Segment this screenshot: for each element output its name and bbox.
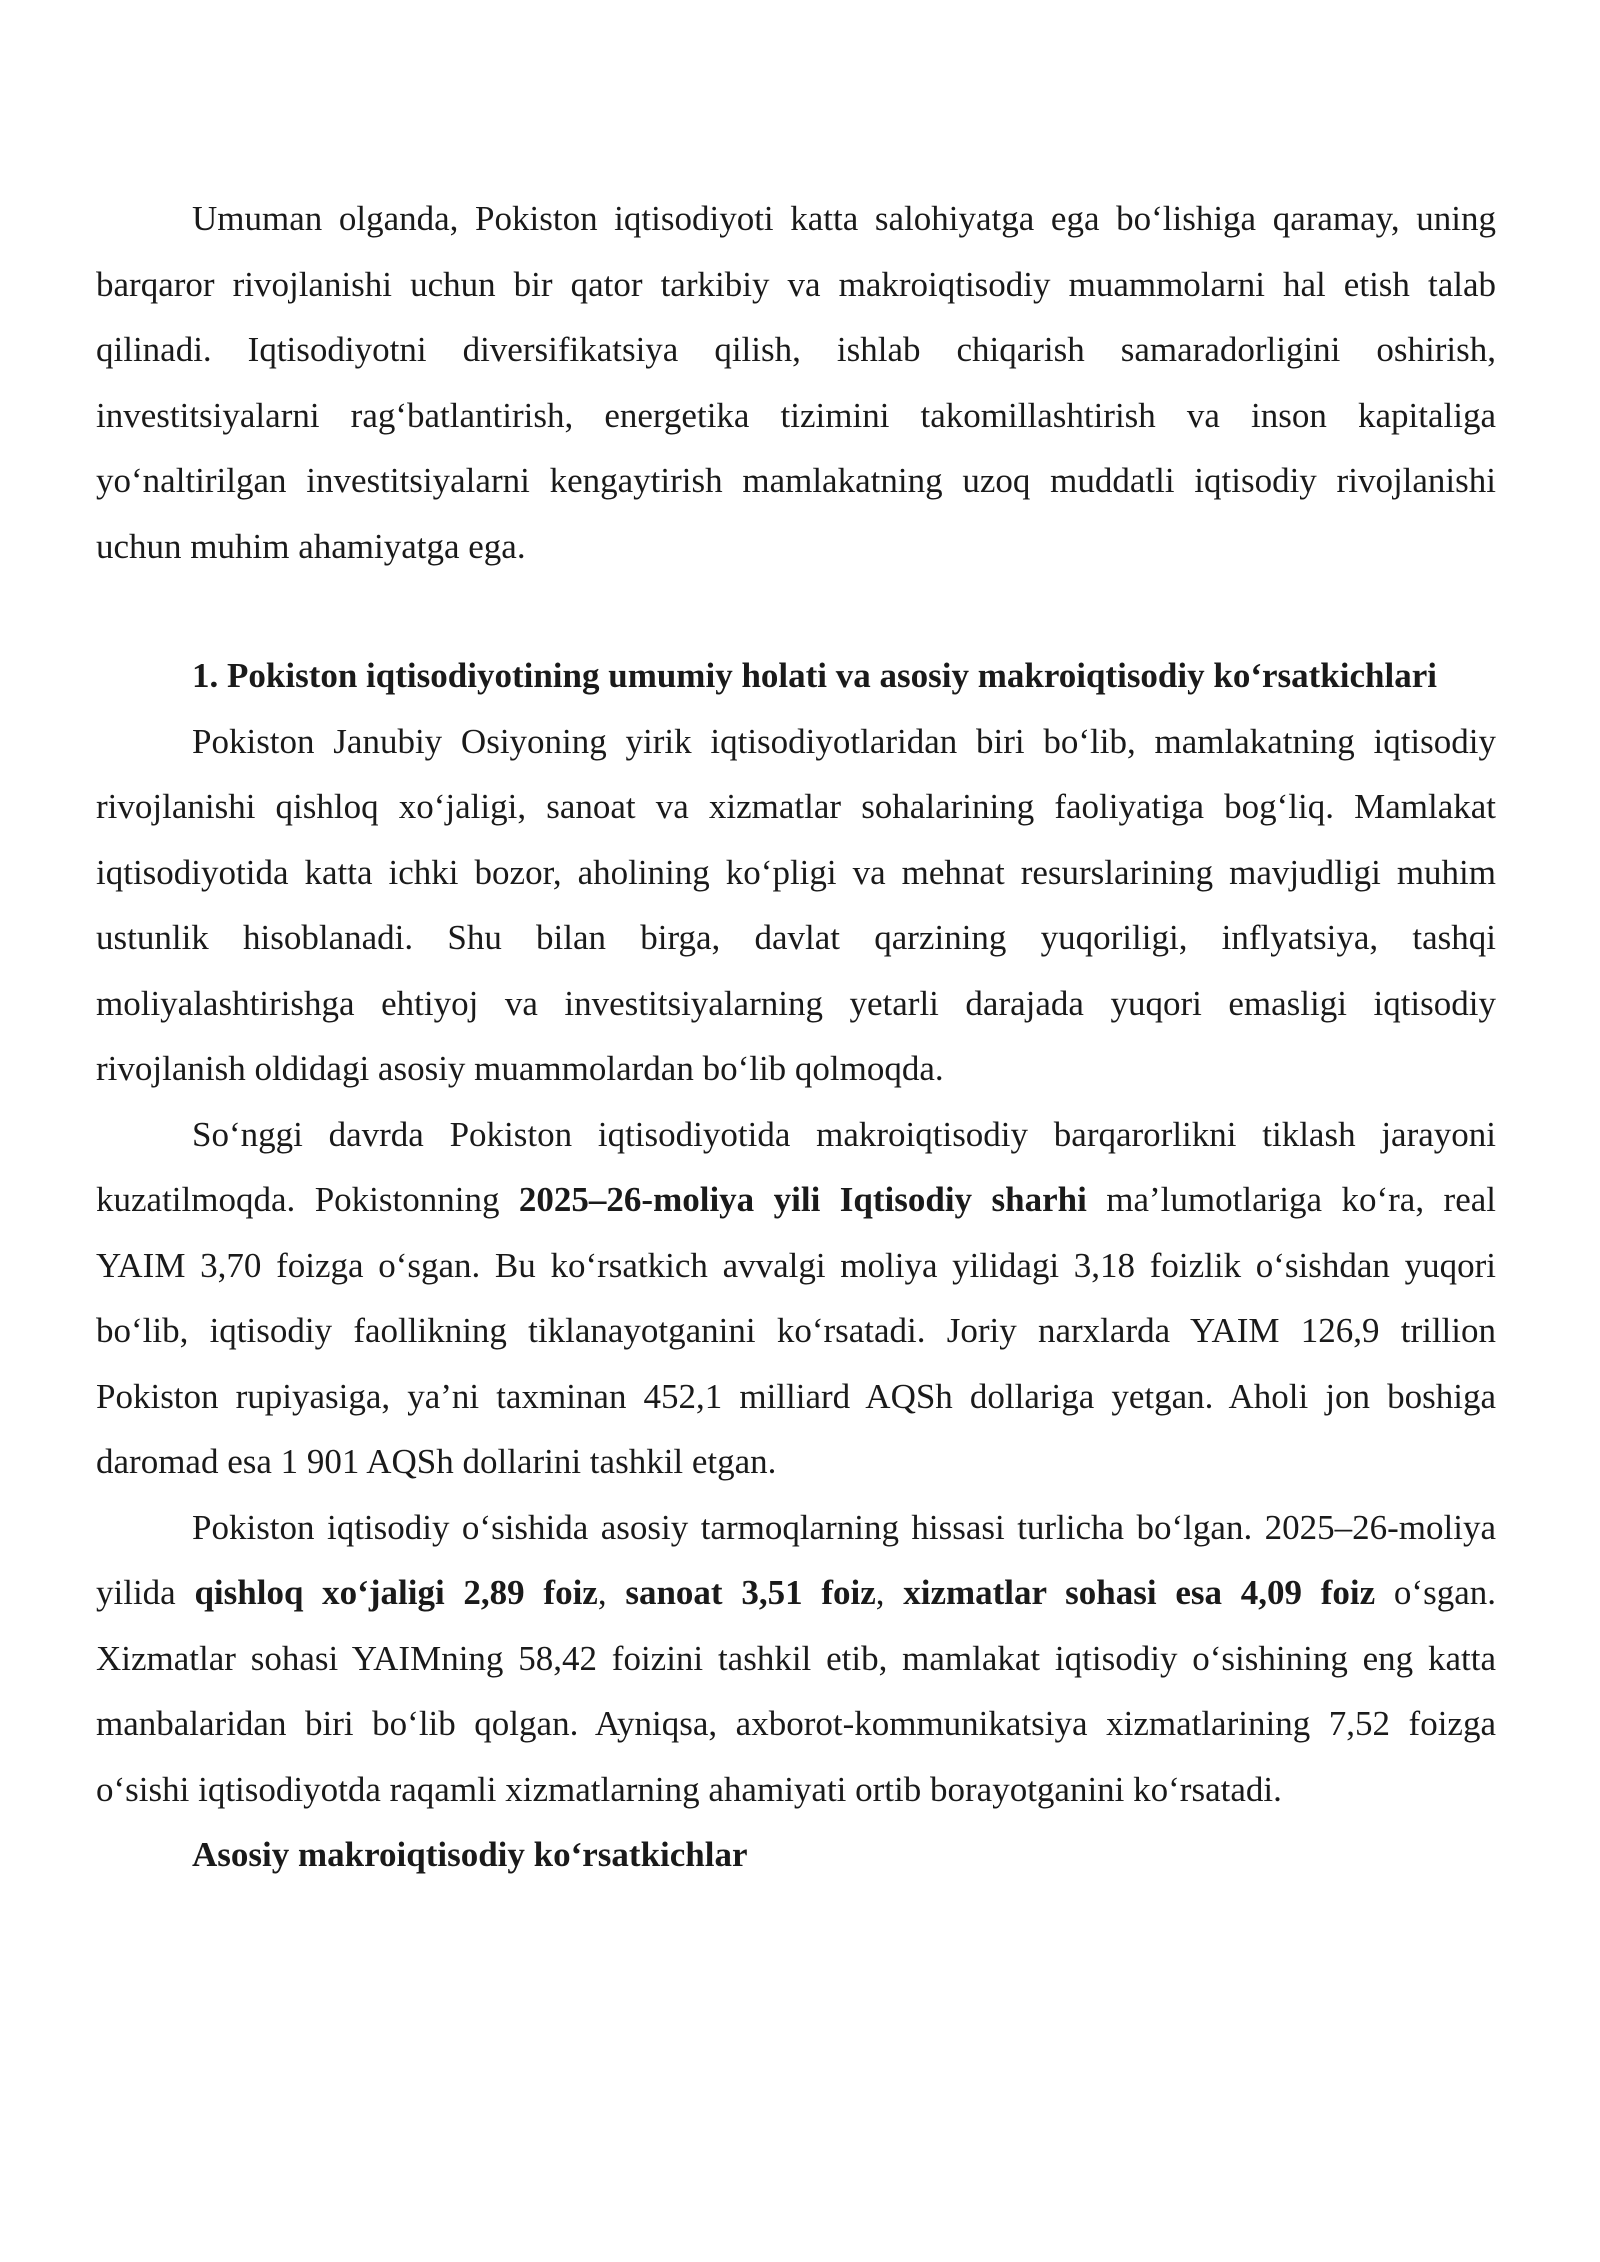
bold-text-run: qishloq xo‘jaligi 2,89 foiz <box>194 1573 598 1612</box>
text-run: Pokiston iqtisodiy o‘sishida asosiy tarmoqlarning hissasi turlicha bo‘lgan. 2025–26-moliya yilida <box>96 1507 1496 1612</box>
intro-paragraph: Umuman olganda, Pokiston iqtisodiyoti katta salohiyatga ega bo‘lishiga qaramay, uning barqaror rivojlanishi uchun bir qator tarkibiy va makroiqtisodiy muammolarni hal etish talab qilinadi. Iqtisodiyotni diversifikatsiya qilish, ishlab chiqarish samaradorligini oshirish, investitsiyalarni rag‘batlantirish, energetika tizimini takomillashtirish va inson kapitaliga yo‘naltirilgan investitsiyalarni kengaytirish mamlakatning uzoq muddatli iqtisodiy rivojlanishi uchun muhim ahamiyatga ega. <box>96 199 1496 566</box>
paragraph-economy-overview: Pokiston Janubiy Osiyoning yirik iqtisodiyotlaridan biri bo‘lib, mamlakatning iqtisodiy rivojlanishi qishloq xo‘jaligi, sanoat va xizmatlar sohalarining faoliyatiga bog‘liq. Mamlakat iqtisodiyotida katta ichki bozor, aholining ko‘pligi va mehnat resurslarining mavjudligi muhim ustunlik hisoblanadi. Shu bilan birga, davlat qarzining yuqoriligi, inflyatsiya, tashqi moliyalashtirishga ehtiyoj va investitsiyalarning yetarli darajada yuqori emasligi iqtisodiy rivojlanish oldidagi asosiy muammolardan bo‘lib qolmoqda. <box>96 721 1496 1088</box>
bold-text-run: 2025–26-moliya yili Iqtisodiy sharhi <box>518 1180 1087 1219</box>
paragraph-sector-growth <box>96 1495 1496 1823</box>
text-run: , <box>875 1573 904 1612</box>
text-run: , <box>597 1573 626 1612</box>
document-body <box>96 186 1496 1888</box>
section-heading: 1. Pokiston iqtisodiyotining umumiy holati va asosiy makroiqtisodiy ko‘rsatkichlari <box>192 656 1437 695</box>
bold-text-run: sanoat 3,51 foiz <box>625 1573 876 1612</box>
bold-text-run: xizmatlar sohasi esa 4,09 foiz <box>903 1573 1376 1612</box>
text-run: ma’lumotlariga ko‘ra, real YAIM 3,70 foizga o‘sgan. Bu ko‘rsatkich avvalgi moliya yilidagi 3,18 foizlik o‘sishdan yuqori bo‘lib, iqtisodiy faollikning tiklanayotganini ko‘rsatadi. Joriy narxlarda YAIM 126,9 trillion Pokiston rupiyasiga, ya’ni taxminan 452,1 milliard AQSh dollariga yetgan. Aholi jon boshiga daromad esa 1 901 AQSh dollarini tashkil etgan. <box>96 1180 1496 1481</box>
subheading-indicators: Asosiy makroiqtisodiy ko‘rsatkichlar <box>192 1835 748 1874</box>
text-run: So‘nggi davrda Pokiston iqtisodiyotida makroiqtisodiy barqarorlikni tiklash jarayoni kuzatilmoqda. Pokistonning <box>96 1114 1496 1219</box>
paragraph-gdp-growth <box>96 1102 1496 1495</box>
text-run: o‘sgan. Xizmatlar sohasi YAIMning 58,42 foizini tashkil etib, mamlakat iqtisodiy o‘sishining eng katta manbalaridan biri bo‘lib qolgan. Ayniqsa, axborot-kommunikatsiya xizmatlarining 7,52 foizga o‘sishi iqtisodiyotda raqamli xizmatlarning ahamiyati ortib borayotganini ko‘rsatadi. <box>96 1573 1496 1809</box>
